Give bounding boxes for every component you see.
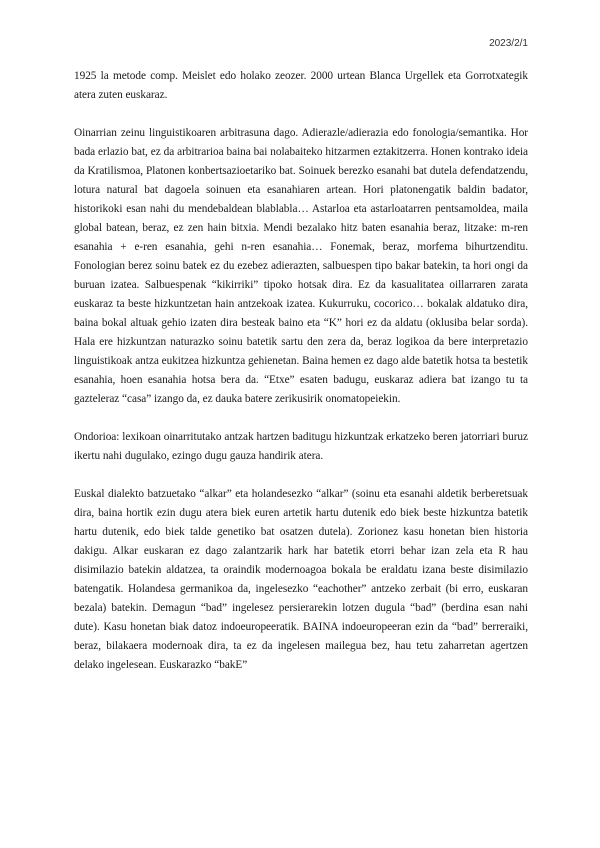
paragraph-conclusion: Ondorioa: lexikoan oinarritutako antzak hartzen baditugu hizkuntzak erkatzeko beren jatorriari buruz ikertu nahi dugulako, ezingo dugu gauza handirik atera. <box>74 431 528 462</box>
document-body <box>74 67 528 675</box>
paragraph-arbitrariness: Oinarrian zeinu linguistikoaren arbitrasuna dago. Adierazle/adierazia edo fonologia/semantika. Hor bada erlazio bat, ez da arbitrarioa baina bai nolabaiteko hitzarmen eztakitzerra. Honen kontrako ideia da Kratilismoa, Platonen konbertsazioetariko bat. Soinuek berezko esanahi bat dutela defendatzendu, lotura natural bat dagoela soinuen eta esanahiaren artean. Hori platonengatik baldin badator, historikoki esan nahi du mendebaldean blablabla… Astarloa eta astarloatarren pentsamoldea, maila global batean, beraz, ez zen hain bitxia. Mendi bezalako hitz baten esanahia beraz, litzake: m-ren esanahia + e-ren esanahia, gehi n-ren esanahia… Fonemak, beraz, morfema bihurtzenditu. Fonologian berez soinu batek ez du ezebez adierazten, salbuespen tipo bakar batekin, ta hori ongi da buruan izatea. Salbuespenak “kikirriki” tipoko hotsak dira. Ez da kasualitatea oillarraren zarata euskaraz ta beste hizkuntzetan hain antzekoak izatea. Kukurruku, cocorico… bokalak aldatuko dira, baina bokal altuak gehio izaten dira besteak baino eta “K” hori ez da aldatu (oklusiba belar sorda). Hala ere hizkuntzan naturazko soinu batetik sartu den zera da, beraz logikoa da bere interpretazio linguistikoak antza eukitzea hizkuntza gehienetan. Baina hemen ez dago alde batetik hotsa ta bestetik esanahia, hoen esanahia hotsa bera da. “Etxe” esaten badugu, euskaraz adiera bat izango tu ta gazteleraz “casa” izango da, ez dauka batere zerikusirik onomatopeiekin. <box>74 127 528 405</box>
paragraph-alkar-example: Euskal dialekto batzuetako “alkar” eta holandesezko “alkar” (soinu eta esanahi aldetik berberetsuak dira, baina hortik ezin dugu atera biek euren artetik hartu dutenik edo biek beste hizkuntza batetik hartu dutenik, edo biek talde genetiko bat osatzen dutela). Zorionez kasu honetan bien historia dakigu. Alkar euskaran ez dago zalantzarik hark har batetik etorri behar izan zela eta R hau disimilazio batekin aldatzea, ta oraindik modernoagoa bokala be eraldatu izana beste disimilazio batengatik. Holandesa germanikoa da, ingelesezko “eachother” antzeko zerbait (bi erro, euskaran bezala) batekin. Demagun “bad” ingelesez persierarekin lotzen dugula “bad” (berdina esan nahi dute). Kasu honetan biak datoz indoeuropeeratik. BAINA indoeuropeeran ezin da “bad” berreraiki, beraz, bilakaera modernoak dira, ta ez da ingelesen mailegua bez, hau tetu zaharretan agertzen delako ingelesean. Euskarazko “bakE” <box>74 488 528 671</box>
document-date: 2023/2/1 <box>489 38 528 49</box>
paragraph-method-origin: 1925 la metode comp. Meislet edo holako zeozer. 2000 urtean Blanca Urgellek eta Gorrotxategik atera zuten euskaraz. <box>74 70 528 101</box>
